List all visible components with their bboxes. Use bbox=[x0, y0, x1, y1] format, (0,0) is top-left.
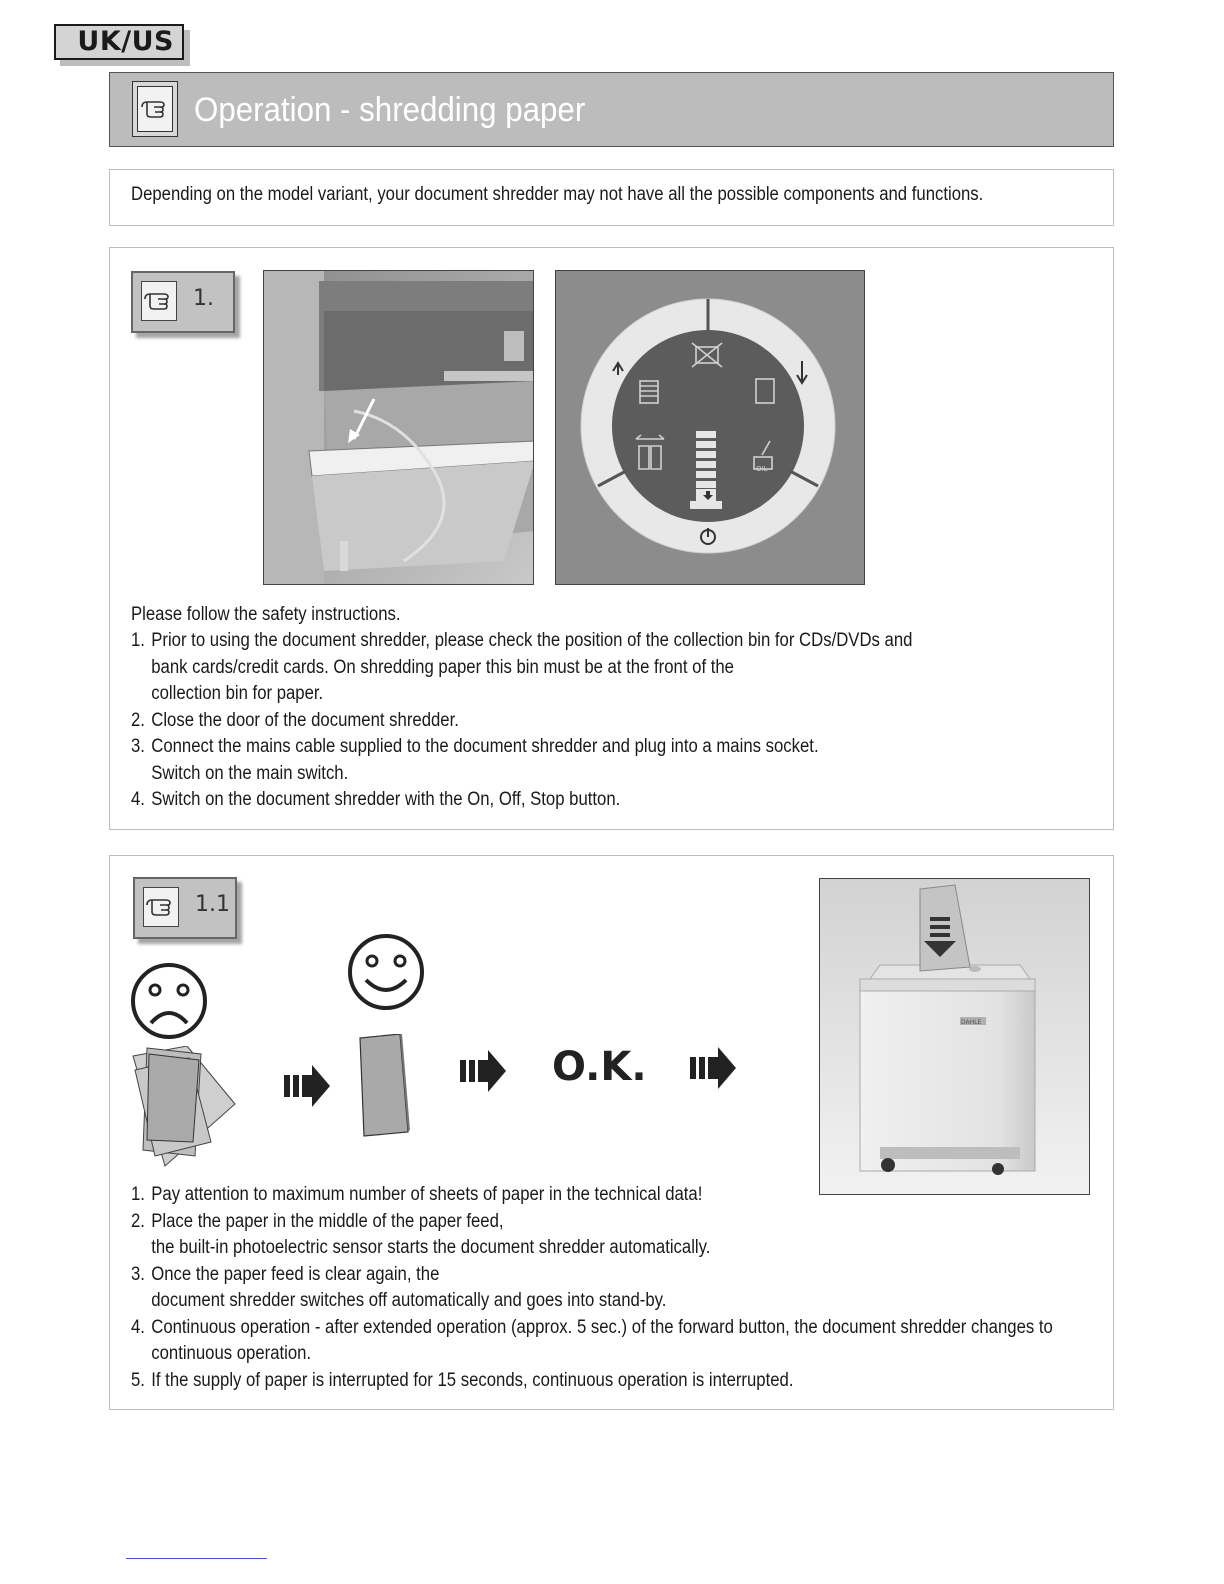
ok-label: O.K. bbox=[552, 1044, 647, 1090]
item-number: 4. bbox=[131, 1316, 145, 1338]
item-line: document shredder switches off automatically and goes into stand-by. bbox=[151, 1290, 667, 1311]
item-number: 3. bbox=[131, 1263, 145, 1285]
item-line: Switch on the main switch. bbox=[151, 762, 349, 784]
item-number: 5. bbox=[131, 1369, 145, 1391]
list-item bbox=[131, 787, 912, 814]
list-item bbox=[131, 734, 912, 787]
step-1-tag bbox=[131, 271, 235, 333]
item-number: 3. bbox=[131, 736, 145, 757]
sad-face-icon bbox=[129, 961, 211, 1043]
page-title: Operation - shredding paper bbox=[194, 91, 586, 129]
safety-intro: Please follow the safety instructions. bbox=[131, 604, 401, 625]
item-line: Place the paper in the middle of the paper feed, bbox=[151, 1210, 504, 1232]
item-line: continuous operation. bbox=[151, 1343, 312, 1364]
list-item bbox=[131, 1209, 1053, 1262]
item-line: If the supply of paper is interrupted for 15 seconds, continuous operation is interrupted. bbox=[151, 1369, 794, 1391]
item-number: 2. bbox=[131, 1210, 145, 1232]
item-line: Prior to using the document shredder, please check the position of the collection bin for CDs/DVDs and bbox=[151, 630, 913, 651]
oil-label: OIL bbox=[756, 465, 768, 473]
item-line: the built-in photoelectric sensor starts the document shredder automatically. bbox=[151, 1237, 711, 1258]
section-step-1 bbox=[109, 247, 1114, 830]
list-item bbox=[131, 1315, 1053, 1368]
arrow-right-icon bbox=[458, 1050, 508, 1092]
item-line: Once the paper feed is clear again, the bbox=[151, 1263, 440, 1285]
arrow-right-icon bbox=[282, 1065, 332, 1107]
list-item bbox=[131, 1182, 1053, 1209]
step-number: 1. bbox=[193, 286, 214, 311]
section-title-bar bbox=[109, 72, 1114, 147]
neat-paper-stack-icon bbox=[356, 1034, 414, 1138]
arrow-right-icon bbox=[688, 1047, 738, 1089]
item-line: bank cards/credit cards. On shredding paper this bin must be at the front of the bbox=[151, 656, 734, 678]
footer-line bbox=[126, 1558, 267, 1559]
pointing-hand-icon bbox=[141, 281, 177, 321]
control-panel-photo bbox=[555, 270, 865, 585]
step-number: 1.1 bbox=[195, 892, 230, 917]
shredder-photo bbox=[819, 878, 1090, 1195]
section-1-steps bbox=[131, 628, 912, 814]
item-line: collection bin for paper. bbox=[151, 683, 324, 704]
happy-face-icon bbox=[346, 932, 428, 1014]
list-item bbox=[131, 1262, 1053, 1315]
messy-paper-stack-icon bbox=[129, 1046, 239, 1168]
item-line: Close the door of the document shredder. bbox=[151, 709, 459, 731]
language-tag: UK/US bbox=[54, 24, 184, 60]
model-variant-notice bbox=[109, 169, 1114, 226]
list-item bbox=[131, 628, 912, 708]
item-line: Connect the mains cable supplied to the document shredder and plug into a mains socket. bbox=[151, 736, 819, 757]
list-item bbox=[131, 1368, 1053, 1395]
brand-label: DAHLE bbox=[961, 1019, 982, 1026]
list-item bbox=[131, 708, 912, 735]
item-line: Pay attention to maximum number of sheets of paper in the technical data! bbox=[151, 1184, 703, 1205]
pointing-hand-icon bbox=[143, 887, 179, 927]
item-line: Switch on the document shredder with the On, Off, Stop button. bbox=[151, 789, 621, 810]
notice-text: Depending on the model variant, your document shredder may not have all the possible components and functions. bbox=[131, 184, 984, 205]
pointing-hand-icon bbox=[132, 81, 178, 137]
item-number: 1. bbox=[131, 630, 145, 651]
section-1-1-steps bbox=[131, 1182, 1053, 1394]
step-1-1-tag bbox=[133, 877, 237, 939]
section-step-1-1 bbox=[109, 855, 1114, 1410]
collection-bin-photo bbox=[263, 270, 534, 585]
item-number: 4. bbox=[131, 789, 145, 810]
item-line: Continuous operation - after extended operation (approx. 5 sec.) of the forward button, the document shredder changes to bbox=[151, 1316, 1053, 1338]
item-number: 1. bbox=[131, 1184, 145, 1205]
item-number: 2. bbox=[131, 709, 145, 731]
